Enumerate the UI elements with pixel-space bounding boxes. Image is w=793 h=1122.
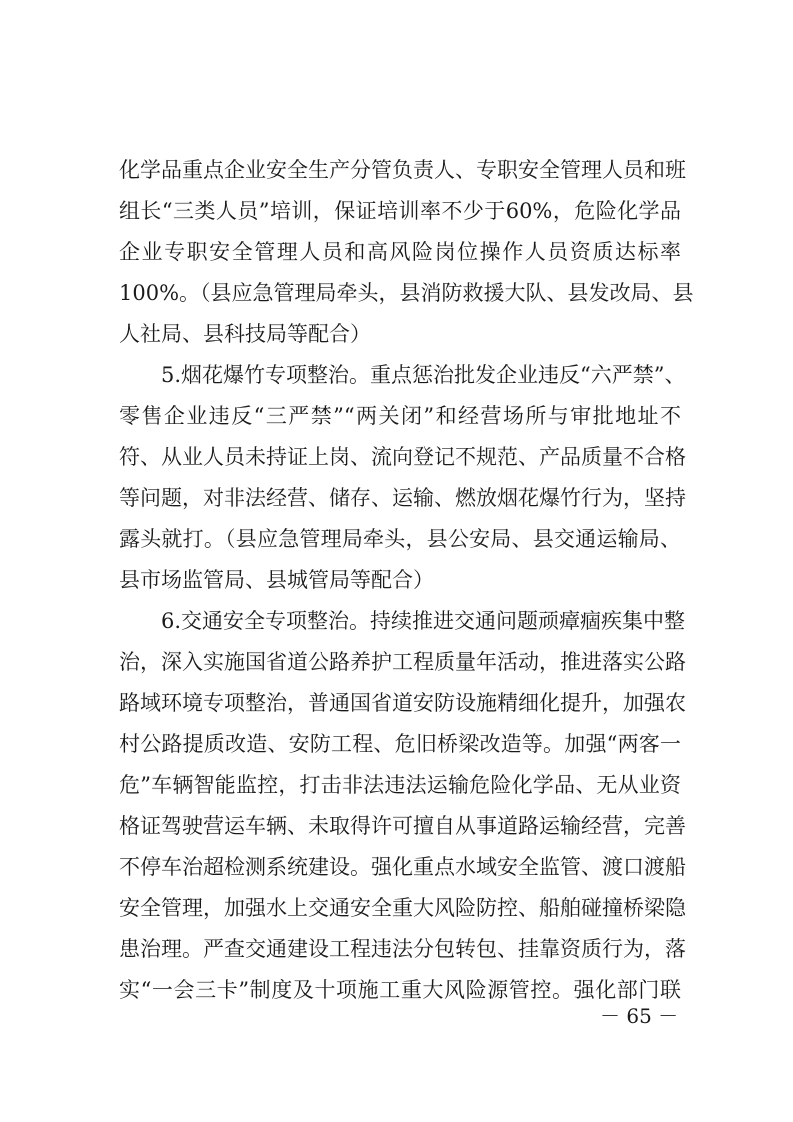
text-line: 路域环境专项整治，普通国省道安防设施精细化提升，加强农 <box>119 691 686 715</box>
text-line: 患治理。严查交通建设工程违法分包转包、挂靠资质行为，落 <box>119 937 686 961</box>
section-heading-line: 5.烟花爆竹专项整治。重点惩治批发企业违反“六严禁”、 <box>161 363 686 387</box>
section-heading-line: 6.交通安全专项整治。持续推进交通问题顽瘴痼疾集中整 <box>161 609 686 633</box>
text-line: 企业专职安全管理人员和高风险岗位操作人员资质达标率 <box>119 240 681 264</box>
text-line: 人社局、县科技局等配合） <box>119 322 371 346</box>
text-line: 县市场监管局、县城管局等配合） <box>119 568 434 592</box>
text-line: 不停车治超检测系统建设。强化重点水域安全监管、渡口渡船 <box>119 855 686 879</box>
text-line: 100%。（县应急管理局牵头，县消防救援大队、县发改局、县 <box>119 281 694 305</box>
text-line: 组长“三类人员”培训，保证培训率不少于60%，危险化学品 <box>119 199 681 223</box>
body-text <box>119 150 694 1011</box>
page-number: － 65 － <box>600 1004 679 1028</box>
text-line: 格证驾驶营运车辆、未取得许可擅自从事道路运输经营，完善 <box>119 814 686 838</box>
text-line: 化学品重点企业安全生产分管负责人、专职安全管理人员和班 <box>119 158 686 182</box>
text-line: 等问题，对非法经营、储存、运输、燃放烟花爆竹行为，坚持 <box>119 486 686 510</box>
text-line: 治，深入实施国省道公路养护工程质量年活动，推进落实公路 <box>119 650 686 674</box>
text-line: 露头就打。（县应急管理局牵头，县公安局、县交通运输局、 <box>119 527 681 551</box>
text-line: 符、从业人员未持证上岗、流向登记不规范、产品质量不合格 <box>119 445 686 469</box>
text-line: 零售企业违反“三严禁”“两关闭”和经营场所与审批地址不 <box>119 404 681 428</box>
text-line: 安全管理，加强水上交通安全重大风险防控、船舶碰撞桥梁隐 <box>119 896 686 920</box>
text-line: 村公路提质改造、安防工程、危旧桥梁改造等。加强“两客一 <box>119 732 681 756</box>
text-line: 危”车辆智能监控，打击非法违法运输危险化学品、无从业资 <box>119 773 681 797</box>
text-line: 实“一会三卡”制度及十项施工重大风险源管控。强化部门联 <box>119 978 681 1002</box>
